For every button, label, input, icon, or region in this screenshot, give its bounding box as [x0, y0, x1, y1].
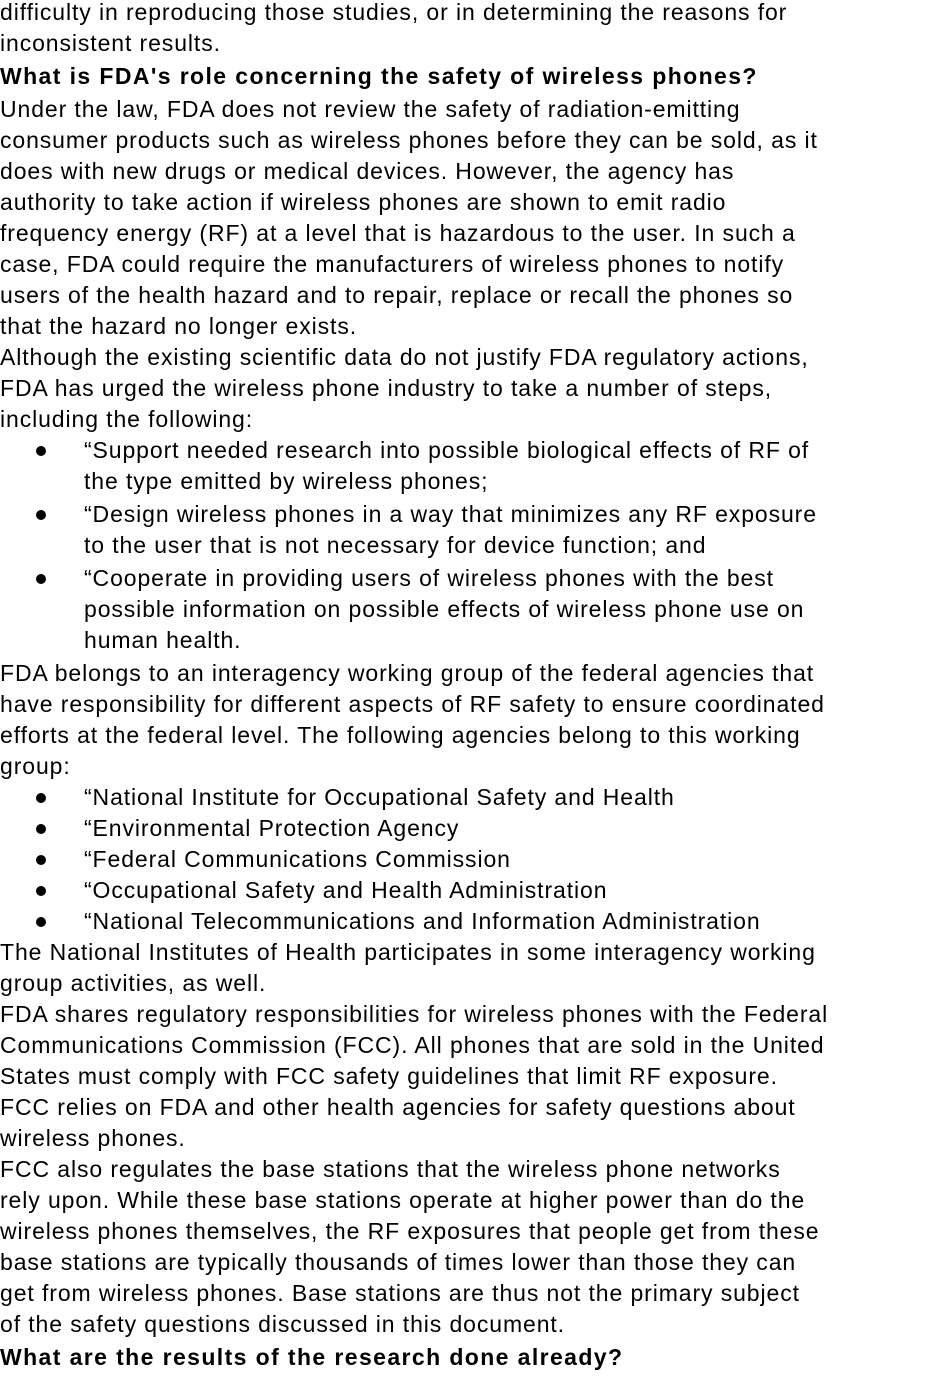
list-item [0, 782, 936, 813]
list-item [0, 435, 936, 497]
text-line: consumer products such as wireless phones before they can be sold, as it [0, 127, 818, 153]
list-item [0, 813, 936, 844]
bullet-icon [36, 793, 46, 803]
list-item-line: possible information on possible effects of wireless phone use on [84, 596, 805, 622]
text-line: FCC relies on FDA and other health agencies for safety questions about [0, 1094, 796, 1120]
text-line: difficulty in reproducing those studies, or in determining the reasons for [0, 0, 788, 25]
list-item-line: “Design wireless phones in a way that minimizes any RF exposure [84, 501, 817, 527]
text-line: States must comply with FCC safety guidelines that limit RF exposure. [0, 1063, 778, 1089]
text-line: FDA shares regulatory responsibilities for wireless phones with the Federal [0, 1001, 829, 1027]
text-line: that the hazard no longer exists. [0, 313, 358, 339]
text-line: Communications Commission (FCC). All phones that are sold in the United [0, 1032, 825, 1058]
bullet-icon [36, 510, 46, 520]
text-line: frequency energy (RF) at a level that is hazardous to the user. In such a [0, 220, 796, 246]
text-line: group: [0, 753, 71, 779]
section-heading: What are the results of the research done already? [0, 1344, 624, 1370]
list-item-line: “Occupational Safety and Health Administration [84, 877, 608, 903]
text-line: wireless phones. [0, 1125, 186, 1151]
bullet-icon [36, 886, 46, 896]
list-item [0, 563, 936, 656]
text-line: base stations are typically thousands of times lower than those they can [0, 1249, 797, 1275]
text-line: FCC also regulates the base stations that the wireless phone networks [0, 1156, 781, 1182]
list-item [0, 906, 936, 937]
text-line: of the safety questions discussed in this document. [0, 1311, 565, 1337]
bullet-icon [36, 446, 46, 456]
bullet-list [0, 782, 936, 937]
list-item-line: “Federal Communications Commission [84, 846, 511, 872]
bullet-icon [36, 574, 46, 584]
bullet-icon [36, 855, 46, 865]
paragraph [0, 94, 936, 342]
list-item-line: “National Telecommunications and Information Administration [84, 908, 761, 934]
text-line: efforts at the federal level. The following agencies belong to this working [0, 722, 801, 748]
list-item-line: “Environmental Protection Agency [84, 815, 460, 841]
list-item-line: “Support needed research into possible biological effects of RF of [84, 437, 810, 463]
text-line: wireless phones themselves, the RF exposures that people get from these [0, 1218, 820, 1244]
paragraph [0, 658, 936, 782]
text-line: including the following: [0, 406, 254, 432]
text-line: group activities, as well. [0, 970, 267, 996]
paragraph [0, 999, 936, 1154]
section-heading: What is FDA's role concerning the safety of wireless phones? [0, 63, 758, 89]
paragraph [0, 937, 936, 999]
list-item-line: human health. [84, 627, 242, 653]
text-line: Under the law, FDA does not review the safety of radiation-emitting [0, 96, 741, 122]
text-line: case, FDA could require the manufacturers of wireless phones to notify [0, 251, 785, 277]
list-item [0, 844, 936, 875]
text-line: Although the existing scientific data do not justify FDA regulatory actions, [0, 344, 809, 370]
list-item-line: “Cooperate in providing users of wireless phones with the best [84, 565, 774, 591]
list-item-line: to the user that is not necessary for device function; and [84, 532, 707, 558]
text-line: users of the health hazard and to repair, replace or recall the phones so [0, 282, 794, 308]
text-line: rely upon. While these base stations operate at higher power than do the [0, 1187, 806, 1213]
bullet-icon [36, 824, 46, 834]
paragraph [0, 0, 936, 59]
list-item [0, 875, 936, 906]
text-line: does with new drugs or medical devices. However, the agency has [0, 158, 735, 184]
text-line: FDA has urged the wireless phone industry to take a number of steps, [0, 375, 773, 401]
list-item-line: “National Institute for Occupational Safety and Health [84, 784, 675, 810]
text-line: inconsistent results. [0, 30, 221, 56]
text-line: The National Institutes of Health participates in some interagency working [0, 939, 816, 965]
bullet-icon [36, 917, 46, 927]
paragraph [0, 1154, 936, 1340]
paragraph [0, 342, 936, 435]
list-item [0, 499, 936, 561]
text-line: get from wireless phones. Base stations are thus not the primary subject [0, 1280, 800, 1306]
bullet-list [0, 435, 936, 656]
list-item-line: the type emitted by wireless phones; [84, 468, 489, 494]
text-line: FDA belongs to an interagency working group of the federal agencies that [0, 660, 815, 686]
text-line: authority to take action if wireless phones are shown to emit radio [0, 189, 727, 215]
text-line: have responsibility for different aspects of RF safety to ensure coordinated [0, 691, 825, 717]
